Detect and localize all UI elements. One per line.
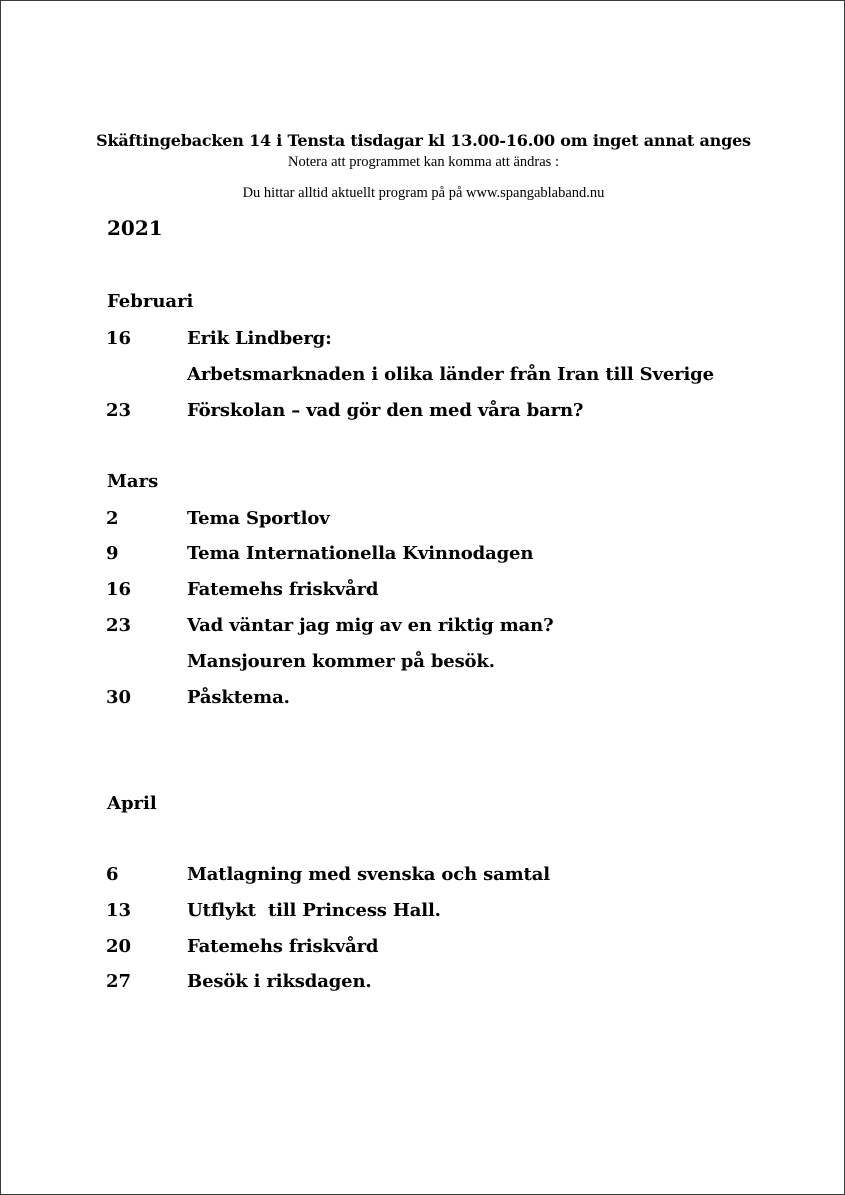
event-day: 23 (106, 400, 132, 421)
event-title: Förskolan – vad gör den med våra barn? (187, 400, 584, 421)
event-title: Påsktema. (187, 687, 290, 708)
event-title-continued: Arbetsmarknaden i olika länder från Iran till Sverige (187, 364, 714, 385)
event-day: 2 (106, 508, 119, 529)
location-heading: Skäftingebacken 14 i Tensta tisdagar kl 13.00-16.00 om inget annat anges (96, 131, 751, 150)
event-day: 23 (106, 615, 132, 636)
event-day: 13 (106, 900, 132, 921)
event-title: Utflykt till Princess Hall. (187, 900, 441, 921)
event-day: 30 (106, 687, 132, 708)
change-notice: Notera att programmet kan komma att ändras : (288, 154, 559, 170)
event-day: 16 (106, 579, 132, 600)
event-day: 16 (106, 328, 132, 349)
program-year: 2021 (107, 216, 163, 240)
event-title: Fatemehs friskvård (187, 936, 379, 957)
event-title: Besök i riksdagen. (187, 971, 372, 992)
event-title: Tema Sportlov (187, 508, 330, 529)
website-notice: Du hittar alltid aktuellt program på på www.spangablaband.nu (242, 185, 605, 201)
event-title: Matlagning med svenska och samtal (187, 864, 550, 885)
event-title: Fatemehs friskvård (187, 579, 379, 600)
month-heading-april: April (107, 793, 157, 814)
event-day: 20 (106, 936, 132, 957)
event-title: Vad väntar jag mig av en riktig man? (187, 615, 554, 636)
event-title: Erik Lindberg: (187, 328, 332, 349)
event-day: 27 (106, 971, 132, 992)
event-day: 6 (106, 864, 119, 885)
month-heading-mars: Mars (107, 471, 159, 492)
event-title: Tema Internationella Kvinnodagen (187, 543, 534, 564)
event-day: 9 (106, 543, 119, 564)
month-heading-februari: Februari (107, 291, 194, 312)
event-title-continued: Mansjouren kommer på besök. (187, 651, 495, 672)
